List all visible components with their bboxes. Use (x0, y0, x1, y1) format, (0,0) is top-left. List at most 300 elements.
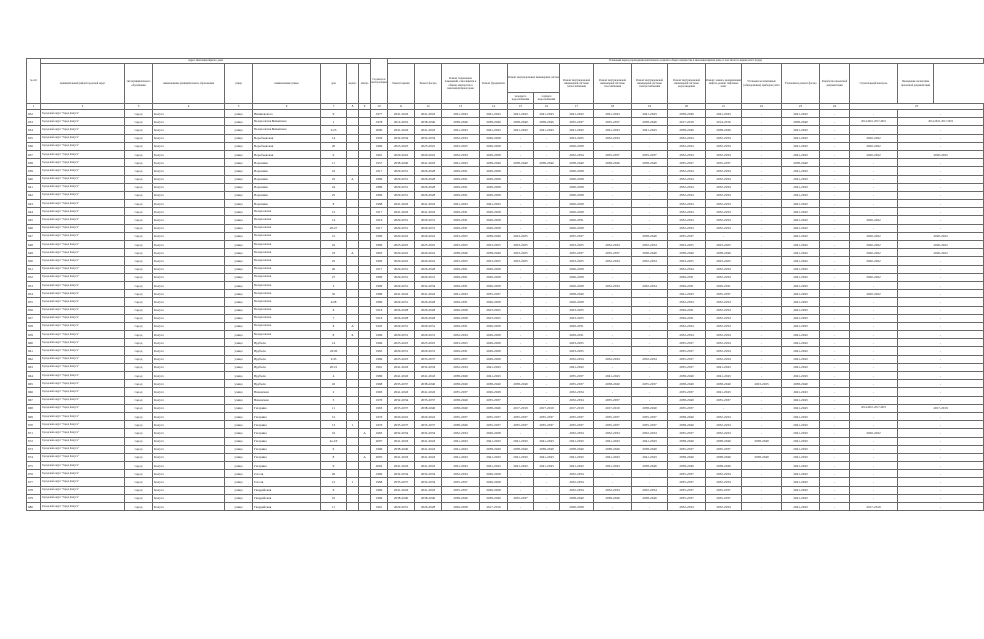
cell-drain: 2029-2031 (668, 306, 706, 314)
cell-construction-control: - (850, 281, 898, 289)
cell-electro: - (632, 331, 668, 339)
cell-insulation: 2041-2043 (782, 486, 820, 494)
cell-gas: 2035-2037 (594, 396, 632, 404)
cell-street-type: улица (225, 437, 253, 445)
cell-lift: 2041-2043 (706, 388, 742, 396)
cell-water-cold: - (508, 167, 534, 175)
cell-litera (359, 380, 371, 388)
cell-lift: 2014-2016 (706, 118, 742, 126)
cell-lift: 2041-2043 (706, 363, 742, 371)
capital-repair-table (26, 58, 984, 511)
cell-street-type: улица (225, 331, 253, 339)
cell-roof: 2023-2025 (388, 241, 415, 249)
cell-no: 639 (27, 167, 41, 175)
cell-korpus (347, 208, 359, 216)
cell-construction-control: - (850, 462, 898, 470)
cell-type: город (125, 159, 153, 167)
cell-litera (359, 167, 371, 175)
cell-lift: 2035-2037 (706, 445, 742, 453)
cell-electro: - (632, 183, 668, 191)
cell-basement: 2029-2031 (442, 191, 480, 199)
cell-street: Гвардейская (253, 486, 321, 494)
cell-litera (359, 306, 371, 314)
cell-no: 663 (27, 363, 41, 371)
cell-construction-control: - (850, 363, 898, 371)
cell-street-type: улица (225, 372, 253, 380)
cell-mo: Калуга (153, 388, 225, 396)
cell-year: 1957 (371, 159, 388, 167)
cell-mo: Калуга (153, 355, 225, 363)
cell-roof: 2029-2031 (388, 347, 415, 355)
cell-facade: 2041-2043 (415, 159, 442, 167)
cell-basement: 2041-2043 (442, 437, 480, 445)
cell-type: город (125, 290, 153, 298)
cell-water-hot: - (534, 200, 560, 208)
cell-heat: 2023-2025 (560, 306, 594, 314)
cell-street-type: улица (225, 478, 253, 486)
cell-heat: 2023-2025 (560, 347, 594, 355)
cell-basement: 2032-2034 (442, 150, 480, 158)
cell-project-docs: - (820, 273, 850, 281)
cell-project-docs: - (820, 331, 850, 339)
cell-expertise: - (898, 429, 984, 437)
cell-nodes: - (742, 396, 782, 404)
cell-no: 638 (27, 159, 41, 167)
cell-foundation: 2023-2025 (480, 314, 508, 322)
cell-street: Воскресенская (253, 314, 321, 322)
cell-construction-control: - (850, 470, 898, 478)
cell-insulation: 2041-2043 (782, 372, 820, 380)
cell-heat: 2026-2028 (560, 183, 594, 191)
column-number: 13 (442, 104, 480, 110)
cell-korpus: 1 (347, 421, 359, 429)
cell-project-docs: - (820, 478, 850, 486)
table-row (27, 298, 984, 306)
cell-gas: 2041-2043 (594, 126, 632, 134)
cell-project-docs: - (820, 241, 850, 249)
cell-expertise: - (898, 273, 984, 281)
cell-gas: 2035-2037 (594, 118, 632, 126)
cell-water-hot: - (534, 167, 560, 175)
cell-nodes: 2038-2040 (742, 453, 782, 461)
cell-roof: 2041-2043 (388, 437, 415, 445)
cell-facade: 2041-2043 (415, 486, 442, 494)
cell-korpus (347, 355, 359, 363)
cell-type: город (125, 331, 153, 339)
cell-water-cold: - (508, 290, 534, 298)
cell-gas: - (594, 306, 632, 314)
cell-year: 1906 (371, 331, 388, 339)
cell-water-cold: - (508, 322, 534, 330)
cell-insulation: 2041-2043 (782, 281, 820, 289)
cell-facade: 2026-2028 (415, 298, 442, 306)
cell-okrug: Городской округ "Город Калуга" (41, 421, 125, 429)
cell-water-cold: 2041-2043 (508, 437, 534, 445)
cell-roof: 2029-2031 (388, 273, 415, 281)
cell-street-type: улица (225, 224, 253, 232)
cell-insulation: 2041-2043 (782, 355, 820, 363)
cell-nodes: - (742, 216, 782, 224)
cell-year: 1899 (371, 273, 388, 281)
cell-water-cold: 2041-2043 (508, 126, 534, 134)
cell-litera (359, 290, 371, 298)
table-row (27, 249, 984, 257)
cell-house: 22 (321, 175, 347, 183)
cell-mo: Калуга (153, 478, 225, 486)
cell-drain: 2029-2031 (668, 281, 706, 289)
column-number: 18 (594, 104, 632, 110)
cell-type: город (125, 453, 153, 461)
cell-no: 667 (27, 396, 41, 404)
cell-facade: 2041-2043 (415, 462, 442, 470)
cell-house: 4 (321, 372, 347, 380)
cell-nodes: - (742, 486, 782, 494)
cell-street-type: улица (225, 404, 253, 412)
column-number: 1 (27, 104, 41, 110)
cell-okrug: Городской округ "Город Калуга" (41, 126, 125, 134)
cell-year: 1970 (371, 396, 388, 404)
cell-heat: 2026-2028 (560, 208, 594, 216)
cell-year: 1866 (371, 241, 388, 249)
cell-korpus: Б (347, 331, 359, 339)
cell-no: 671 (27, 429, 41, 437)
cell-litera (359, 142, 371, 150)
column-number: 4 (153, 104, 225, 110)
header-water-cold: холодного водоснабжения (508, 93, 534, 104)
cell-house: 16 (321, 429, 347, 437)
cell-water-hot: 2041-2043 (534, 453, 560, 461)
cell-facade: 2023-2025 (415, 241, 442, 249)
cell-no: 678 (27, 486, 41, 494)
header-heat: Ремонт внутридомовой инженерной системы теплоснабжения (560, 64, 594, 104)
column-number: 23 (782, 104, 820, 110)
cell-no: 653 (27, 281, 41, 289)
cell-heat: 2038-2040 (560, 445, 594, 453)
cell-korpus (347, 241, 359, 249)
cell-expertise: - (898, 183, 984, 191)
cell-basement: 2029-2031 (442, 298, 480, 306)
cell-type: город (125, 503, 153, 511)
cell-mo: Калуга (153, 265, 225, 273)
table-row (27, 412, 984, 420)
table-row (27, 142, 984, 150)
cell-project-docs: - (820, 281, 850, 289)
cell-water-cold: - (508, 331, 534, 339)
cell-korpus (347, 265, 359, 273)
cell-expertise: - (898, 412, 984, 420)
cell-street: Воскресенская (253, 241, 321, 249)
cell-facade: 2032-2034 (415, 281, 442, 289)
cell-water-hot: - (534, 150, 560, 158)
cell-type: город (125, 257, 153, 265)
cell-roof: 2029-2031 (388, 503, 415, 511)
cell-drain: 2038-2040 (668, 437, 706, 445)
cell-nodes: - (742, 322, 782, 330)
cell-street: Воскресенская (253, 273, 321, 281)
cell-mo: Калуга (153, 118, 225, 126)
cell-roof: 2020-2022 (388, 150, 415, 158)
cell-street: Гагарина (253, 462, 321, 470)
cell-litera (359, 404, 371, 412)
cell-insulation: 2041-2043 (782, 150, 820, 158)
table-row (27, 167, 984, 175)
cell-basement: 2023-2025 (442, 241, 480, 249)
cell-year: 1917 (371, 208, 388, 216)
cell-basement: 2035-2037 (442, 388, 480, 396)
cell-expertise: - (898, 437, 984, 445)
cell-street: Гагарина (253, 404, 321, 412)
cell-lift: 2041-2043 (706, 372, 742, 380)
cell-year: 1880 (371, 183, 388, 191)
cell-project-docs: - (820, 290, 850, 298)
table-row (27, 224, 984, 232)
cell-type: город (125, 298, 153, 306)
cell-street-type: улица (225, 322, 253, 330)
header-mo: наименование муниципального образования (153, 64, 225, 104)
cell-construction-control: - (850, 380, 898, 388)
cell-street: Гагарина (253, 445, 321, 453)
cell-heat: 2032-2034 (560, 429, 594, 437)
cell-construction-control: - (850, 200, 898, 208)
table-row (27, 355, 984, 363)
cell-electro: - (632, 339, 668, 347)
cell-litera (359, 159, 371, 167)
cell-expertise: - (898, 314, 984, 322)
cell-expertise: - (898, 281, 984, 289)
cell-street: Вяземская (253, 396, 321, 404)
cell-okrug: Городской округ "Город Калуга" (41, 363, 125, 371)
cell-foundation: 2035-2037 (480, 396, 508, 404)
cell-lift: 2035-2037 (706, 159, 742, 167)
cell-korpus (347, 380, 359, 388)
cell-facade: 2041-2043 (415, 126, 442, 134)
cell-house: 12 (321, 478, 347, 486)
cell-insulation: 2041-2043 (782, 421, 820, 429)
cell-mo: Калуга (153, 396, 225, 404)
cell-insulation: 2041-2043 (782, 314, 820, 322)
header-street-type: улица (225, 64, 253, 104)
cell-drain: 2038-2040 (668, 421, 706, 429)
cell-street-type: улица (225, 191, 253, 199)
cell-foundation: 2026-2028 (480, 183, 508, 191)
cell-insulation: 2038-2040 (782, 118, 820, 126)
cell-insulation: 2041-2043 (782, 404, 820, 412)
cell-basement: 2035-2037 (442, 412, 480, 420)
cell-foundation: 2026-2028 (480, 347, 508, 355)
cell-project-docs: - (820, 232, 850, 240)
cell-foundation: 2041-2043 (480, 126, 508, 134)
cell-house: 3 (321, 396, 347, 404)
cell-facade: 2032-2034 (415, 478, 442, 486)
cell-roof: 2023-2025 (388, 142, 415, 150)
cell-gas: 2032-2034 (594, 355, 632, 363)
cell-street-type: улица (225, 200, 253, 208)
cell-water-cold: - (508, 314, 534, 322)
cell-insulation: 2041-2043 (782, 388, 820, 396)
cell-project-docs: - (820, 339, 850, 347)
cell-insulation: 2041-2043 (782, 306, 820, 314)
cell-street-type: улица (225, 126, 253, 134)
cell-foundation: 2038-2040 (480, 404, 508, 412)
cell-basement: 2029-2031 (442, 224, 480, 232)
cell-project-docs: - (820, 380, 850, 388)
cell-heat: 2035-2037 (560, 232, 594, 240)
cell-type: город (125, 314, 153, 322)
cell-mo: Калуга (153, 494, 225, 502)
cell-foundation: 2038-2040 (480, 445, 508, 453)
header-foundation: Ремонт фундамента (480, 64, 508, 104)
cell-electro: 2038-2040 (632, 404, 668, 412)
cell-expertise: 2017-2019 (898, 404, 984, 412)
cell-street: Гагарина (253, 453, 321, 461)
cell-year: 1986 (371, 290, 388, 298)
cell-insulation: 2041-2043 (782, 412, 820, 420)
cell-gas: 2035-2037 (594, 249, 632, 257)
table-row (27, 503, 984, 511)
cell-okrug: Городской округ "Город Калуга" (41, 249, 125, 257)
cell-water-hot: - (534, 281, 560, 289)
cell-project-docs: - (820, 421, 850, 429)
cell-expertise: - (898, 134, 984, 142)
cell-korpus: А (347, 322, 359, 330)
cell-gas: 2035-2037 (594, 421, 632, 429)
cell-project-docs: - (820, 470, 850, 478)
cell-okrug: Городской округ "Город Калуга" (41, 494, 125, 502)
cell-expertise: - (898, 216, 984, 224)
cell-expertise: - (898, 339, 984, 347)
cell-year: 1963 (371, 404, 388, 412)
cell-construction-control: - (850, 494, 898, 502)
cell-facade: 2038-2040 (415, 118, 442, 126)
cell-facade: 2029-2031 (415, 216, 442, 224)
cell-street-type: улица (225, 412, 253, 420)
cell-litera: А (359, 453, 371, 461)
column-number: 5 (225, 104, 253, 110)
cell-drain: 2035-2037 (668, 470, 706, 478)
cell-electro: - (632, 363, 668, 371)
cell-house: 8 (321, 200, 347, 208)
cell-nodes: - (742, 298, 782, 306)
cell-street: Воскресенская (253, 208, 321, 216)
cell-year: 1976 (371, 412, 388, 420)
cell-no: 676 (27, 470, 41, 478)
cell-drain: 2035-2037 (668, 159, 706, 167)
cell-project-docs: - (820, 249, 850, 257)
cell-insulation: 2038-2040 (782, 380, 820, 388)
cell-project-docs: - (820, 503, 850, 511)
cell-water-cold: - (508, 200, 534, 208)
cell-lift: 2032-2034 (706, 208, 742, 216)
cell-type: город (125, 183, 153, 191)
cell-korpus (347, 437, 359, 445)
cell-street-type: улица (225, 281, 253, 289)
cell-water-cold: 2023-2025 (508, 257, 534, 265)
cell-okrug: Городской округ "Город Калуга" (41, 110, 125, 118)
cell-lift: 2032-2034 (706, 347, 742, 355)
cell-foundation: 2026-2028 (480, 478, 508, 486)
cell-type: город (125, 494, 153, 502)
cell-korpus (347, 396, 359, 404)
cell-okrug: Городской округ "Город Калуга" (41, 380, 125, 388)
cell-facade: 2029-2031 (415, 331, 442, 339)
cell-project-docs: - (820, 388, 850, 396)
cell-okrug: Городской округ "Город Калуга" (41, 118, 125, 126)
cell-water-cold: - (508, 355, 534, 363)
cell-year: 1899 (371, 175, 388, 183)
cell-electro: 2035-2037 (632, 412, 668, 420)
cell-street-type: улица (225, 118, 253, 126)
cell-gas: 2017-2019 (594, 404, 632, 412)
cell-year: 1917 (371, 224, 388, 232)
cell-type: город (125, 478, 153, 486)
cell-street-type: улица (225, 183, 253, 191)
cell-mo: Калуга (153, 167, 225, 175)
cell-water-hot: 2038-2040 (534, 118, 560, 126)
cell-drain: 2035-2037 (668, 445, 706, 453)
cell-street: Воскресенская (253, 257, 321, 265)
column-number: 11 (388, 104, 415, 110)
cell-roof: 2026-2028 (388, 314, 415, 322)
cell-lift: 2035-2037 (706, 396, 742, 404)
cell-heat: 2026-2028 (560, 167, 594, 175)
cell-nodes: - (742, 421, 782, 429)
cell-street: Гвардейская (253, 503, 321, 511)
cell-facade: 2020-2022 (415, 257, 442, 265)
cell-water-hot: 2041-2043 (534, 110, 560, 118)
cell-year: 1969 (371, 355, 388, 363)
cell-water-hot: - (534, 249, 560, 257)
cell-house: 6 (321, 306, 347, 314)
cell-construction-control: - (850, 224, 898, 232)
cell-street: Воронина (253, 191, 321, 199)
cell-heat: 2041-2043 (560, 453, 594, 461)
cell-street: Воскресенская (253, 265, 321, 273)
cell-construction-control: - (850, 298, 898, 306)
cell-water-cold: - (508, 183, 534, 191)
table-row (27, 494, 984, 502)
cell-drain: 2032-2034 (668, 265, 706, 273)
cell-electro: 2041-2043 (632, 453, 668, 461)
cell-project-docs: - (820, 175, 850, 183)
cell-expertise: - (898, 347, 984, 355)
cell-expertise: 2014-2016, 2017-2019 (898, 118, 984, 126)
cell-heat: 2026-2028 (560, 298, 594, 306)
cell-facade: 2029-2031 (415, 322, 442, 330)
cell-heat: 2026-2028 (560, 224, 594, 232)
cell-house: 2/23 (321, 126, 347, 134)
cell-construction-control: - (850, 183, 898, 191)
cell-street: Воскресенская (253, 331, 321, 339)
cell-basement: 2023-2025 (442, 232, 480, 240)
cell-electro: - (632, 208, 668, 216)
cell-gas: - (594, 322, 632, 330)
cell-electro: - (632, 347, 668, 355)
cell-type: город (125, 216, 153, 224)
cell-roof: 2041-2043 (388, 200, 415, 208)
cell-no: 655 (27, 298, 41, 306)
cell-roof: 2041-2043 (388, 290, 415, 298)
cell-expertise: - (898, 191, 984, 199)
cell-street: Вишневского (253, 110, 321, 118)
cell-basement: 2032-2034 (442, 331, 480, 339)
cell-gas: - (594, 232, 632, 240)
cell-roof: 2029-2031 (388, 281, 415, 289)
cell-electro: - (632, 396, 668, 404)
cell-electro: 2038-2040 (632, 159, 668, 167)
cell-drain: 2038-2040 (668, 412, 706, 420)
cell-roof: 2029-2031 (388, 265, 415, 273)
cell-street-type: улица (225, 355, 253, 363)
